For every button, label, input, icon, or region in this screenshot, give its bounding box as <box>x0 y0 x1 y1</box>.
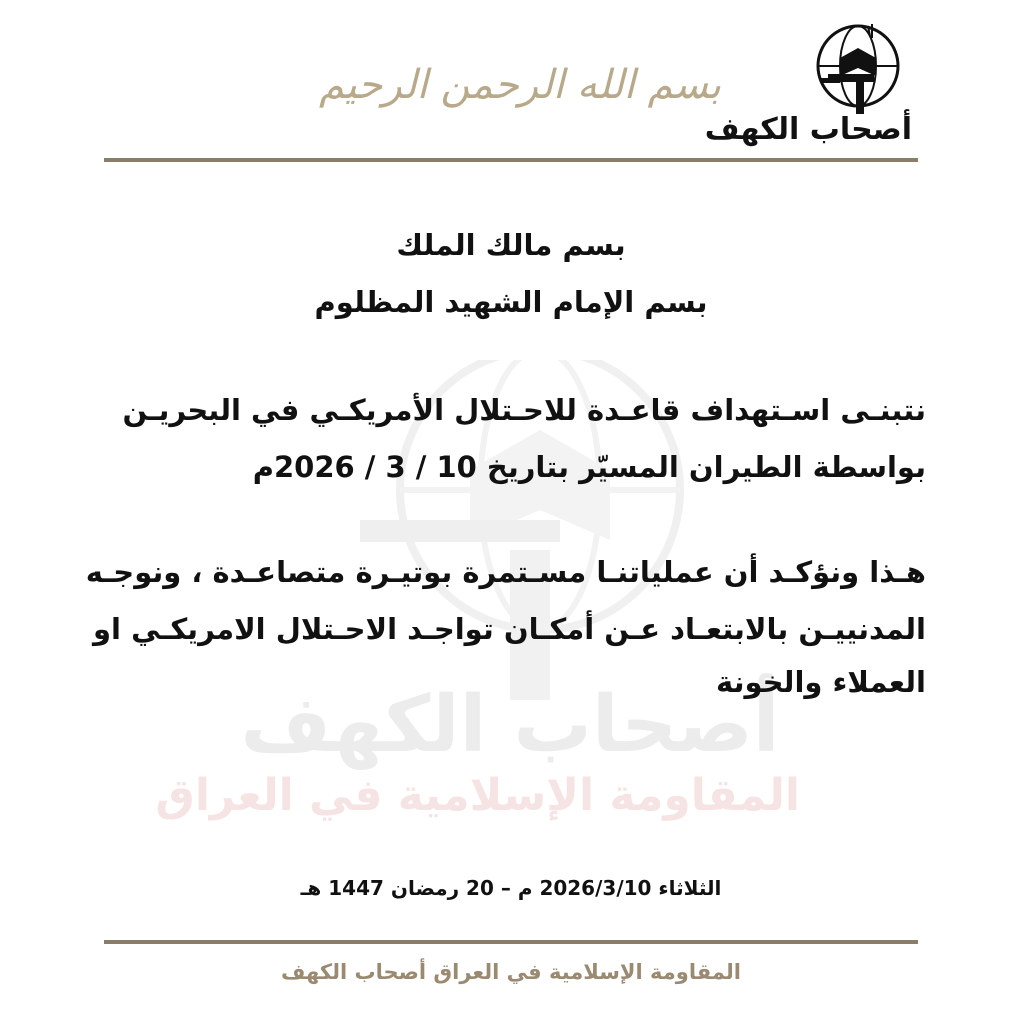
watermark-wordmark: أصحاب الكهف <box>240 680 780 770</box>
basmala-calligraphy: بسم الله الرحمن الرحيم <box>318 62 722 108</box>
claim-line-2: بواسطة الطيران المسيّر بتاريخ 10 / 3 / 2026م <box>252 450 926 484</box>
date-line: الثلاثاء 2026/3/10 م – 20 رمضان 1447 هـ <box>300 876 722 900</box>
top-divider <box>104 158 918 162</box>
header <box>0 0 1022 170</box>
bottom-divider <box>104 940 918 944</box>
opening-line-2: بسم الإمام الشهيد المظلوم <box>314 285 708 319</box>
claim-line-1: نتبنـى اسـتهداف قاعـدة للاحـتلال الأمريكـي في البحريـن <box>122 393 926 427</box>
logo-wordmark: أصحاب الكهف <box>704 112 912 147</box>
warning-line-1: هـذا ونؤكـد أن عملياتنـا مسـتمرة بوتيـرة متصاعـدة ، ونوجـه <box>85 555 926 589</box>
footer-signature: المقاومة الإسلامية في العراق أصحاب الكهف <box>280 960 741 984</box>
warning-line-2: المدنييـن بالابتعـاد عـن أمكـان تواجـد الاحـتلال الامريكـي او <box>93 612 926 646</box>
watermark-subtitle: المقاومة الإسلامية في العراق <box>155 770 800 821</box>
warning-line-3: العملاء والخونة <box>716 665 926 699</box>
opening-line-1: بسم مالك الملك <box>396 228 626 262</box>
